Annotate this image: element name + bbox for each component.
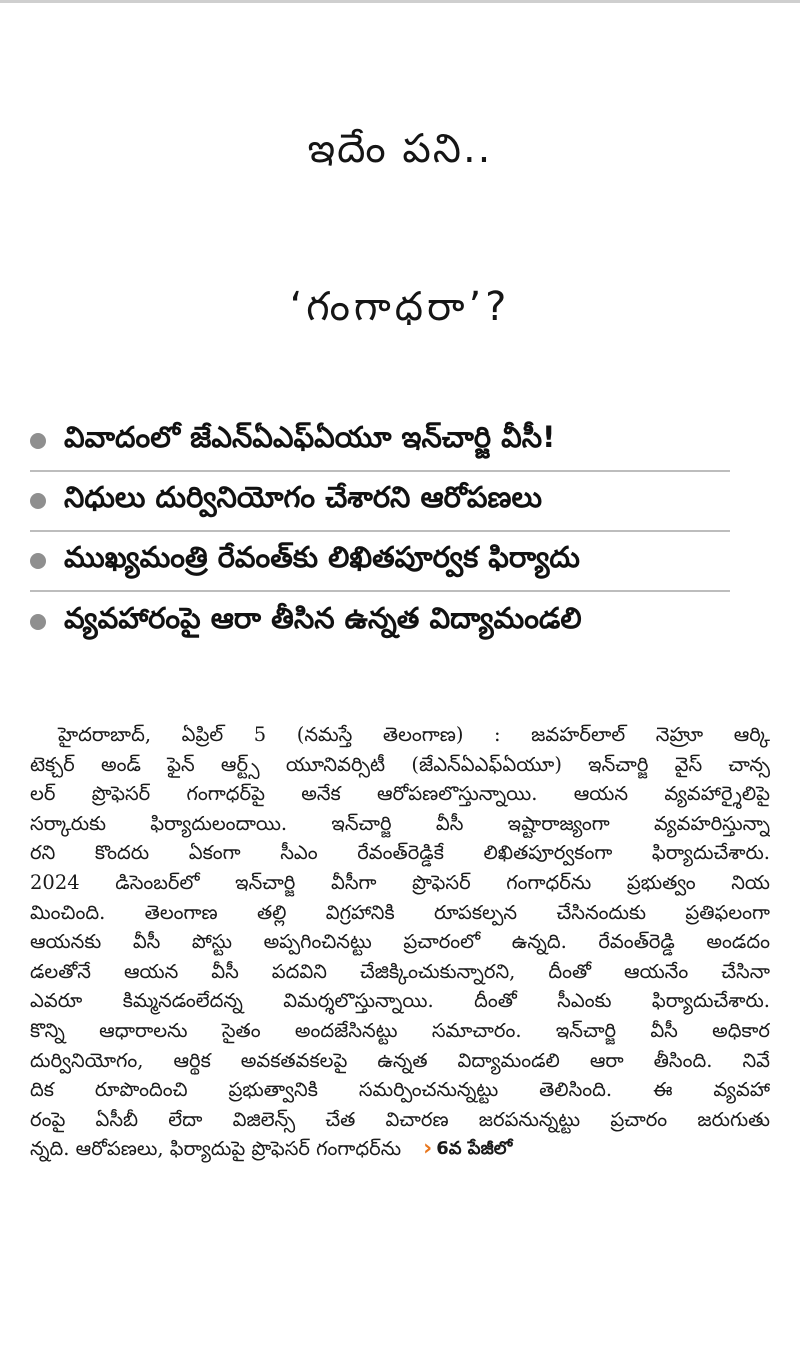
body-line: సర్కారుకు ఫిర్యాదులందాయి. ఇన్‌చార్జి వీసీ ఇష్టారాజ్యంగా వ్యవహరిస్తున్నా xyxy=(30,811,770,835)
bullet-dot-icon xyxy=(30,614,46,630)
body-line: రంపై ఏసీబీ లేదా విజిలెన్స్‌ చేత విచారణ జరపనున్నట్టు ప్రచారం జరుగుతు xyxy=(30,1107,770,1131)
bullet-item xyxy=(30,532,730,592)
headline-line-1: ఇదేం పని.. xyxy=(307,126,493,172)
body-line: టెక్చర్‌ అండ్‌ ఫైన్‌ ఆర్ట్స్‌ యూనివర్సిటీ (జేఎన్‌ఏఎఫ్‌ఏయూ) ఇన్‌చార్జి వైస్‌ చాన్స xyxy=(30,752,770,776)
body-line: మించింది. తెలంగాణ తల్లి విగ్రహానికి రూపకల్పన చేసినందుకు ప్రతిఫలంగా xyxy=(30,900,770,924)
bullet-text: వివాదంలో జేఎన్‌ఏఎఫ్‌ఏయూ ఇన్‌చార్జి వీసీ! xyxy=(64,420,556,454)
bullet-dot-icon xyxy=(30,433,46,449)
body-line: ఎవరూ కిమ్మనడంలేదన్న విమర్శలొస్తున్నాయి. దీంతో సీఎంకు ఫిర్యాదుచేశారు. xyxy=(30,989,770,1013)
body-line: లర్‌ ప్రొఫెసర్‌ గంగాధర్‌పై అనేక ఆరోపణలొస్తున్నాయి. ఆయన వ్యవహార్శైలిపై xyxy=(30,782,770,806)
body-line: కొన్ని ఆధారాలను సైతం అందజేసినట్టు సమాచారం. ఇన్‌చార్జి వీసీ అధికార xyxy=(30,1018,770,1042)
body-line: ఆయనకు వీసీ పోస్టు అప్పగించినట్టు ప్రచారంలో ఉన్నది. రేవంత్‌రెడ్డి అండదం xyxy=(30,930,770,954)
body-line: డలతోనే ఆయన వీసీ పదవిని చేజిక్కించుకున్నారని, దీంతో ఆయనేం చేసినా xyxy=(30,959,770,983)
bullet-item xyxy=(30,472,730,532)
top-rule xyxy=(0,0,800,3)
bullet-item xyxy=(30,412,730,472)
body-line: 2024 డిసెంబర్‌లో ఇన్‌చార్జి వీసీగా ప్రొఫెసర్‌ గంగాధర్‌ను ప్రభుత్వం నియ xyxy=(30,870,770,894)
body-line: రని కొందరు ఏకంగా సీఎం రేవంత్‌రెడ్డికే లిఖితపూర్వకంగా ఫిర్యాదుచేశారు. xyxy=(30,841,770,865)
bullet-text: ముఖ్యమంత్రి రేవంత్‌కు లిఖితపూర్వక ఫిర్యాదు xyxy=(64,540,580,574)
bullet-item xyxy=(30,592,730,652)
continued-label: 6వ పేజీలో xyxy=(436,1138,513,1160)
bullet-dot-icon xyxy=(30,493,46,509)
headline-line-2: ‘గంగాధరా’? xyxy=(289,284,511,330)
arrow-right-icon: › xyxy=(423,1136,433,1162)
body-line: దుర్వినియోగం, ఆర్థిక అవకతవకలపై ఉన్నత విద్యామండలి ఆరా తీసింది. నివే xyxy=(30,1048,770,1072)
continued-on-page-link[interactable] xyxy=(423,1134,512,1164)
body-last-line xyxy=(30,1134,770,1164)
bullet-list xyxy=(30,412,730,652)
bullet-text: వ్యవహారంపై ఆరా తీసిన ఉన్నత విద్యామండలి xyxy=(64,601,582,635)
body-line: హైదరాబాద్‌, ఏప్రిల్‌ 5 (నమస్తే తెలంగాణ) : జవహర్‌లాల్‌ నెహ్రూ ఆర్కి xyxy=(58,723,770,746)
bullet-dot-icon xyxy=(30,553,46,569)
article-body xyxy=(30,720,770,1164)
bullet-text: నిధులు దుర్వినియోగం చేశారని ఆరోపణలు xyxy=(64,480,543,514)
body-line: దిక రూపొందించి ప్రభుత్వానికి సమర్పించనున్నట్టు తెలిసింది. ఈ వ్యవహా xyxy=(30,1078,770,1102)
body-line: న్నది. ఆరోపణలు, ఫిర్యాదుపై ప్రొఫెసర్‌ గంగాధర్‌ను xyxy=(30,1137,402,1161)
